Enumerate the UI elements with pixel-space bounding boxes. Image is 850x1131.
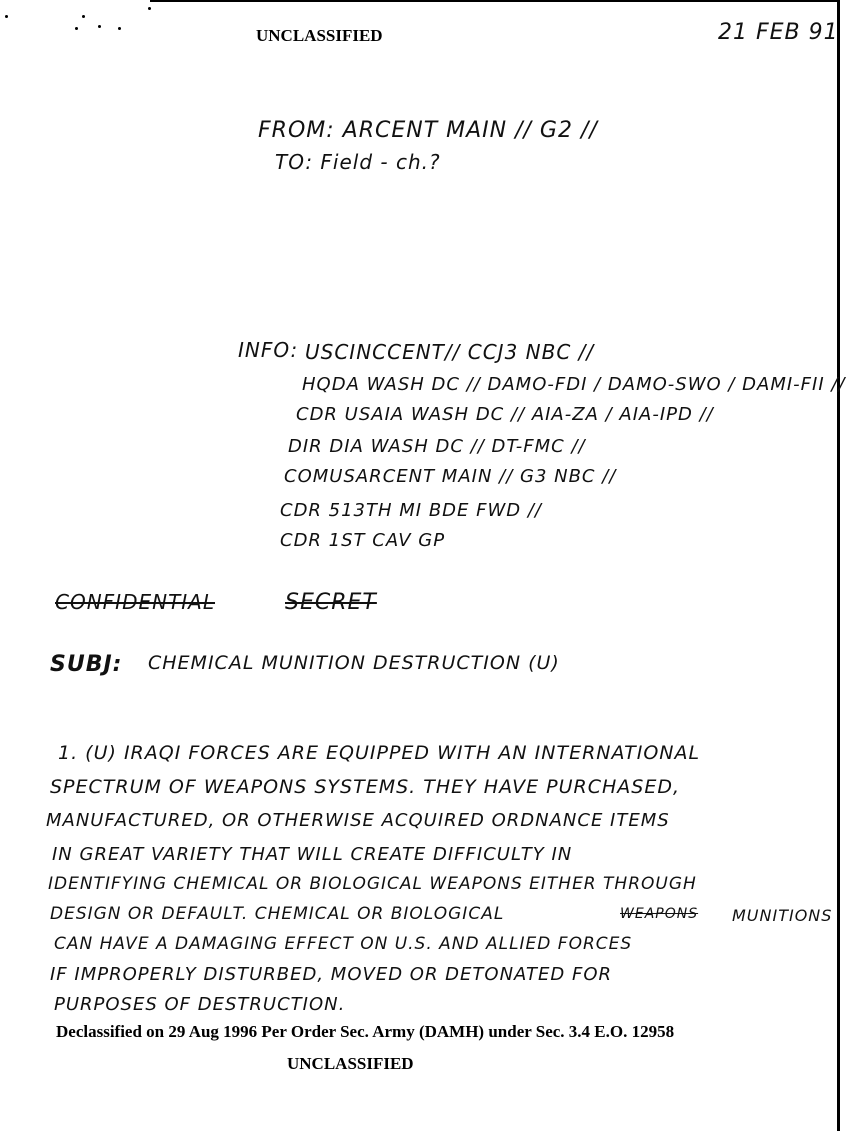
info-line: CDR USAIA WASH DC // AIA-ZA / AIA-IPD // xyxy=(296,404,714,425)
classification-bottom: UNCLASSIFIED xyxy=(287,1054,414,1073)
body-line: MANUFACTURED, OR OTHERWISE ACQUIRED ORDNANCE ITEMS xyxy=(46,810,670,831)
body-line: IF IMPROPERLY DISTURBED, MOVED OR DETONATED FOR xyxy=(50,964,613,985)
info-label: INFO: xyxy=(238,338,299,362)
subject-text: CHEMICAL MUNITION DESTRUCTION (U) xyxy=(148,652,560,674)
subject-label: SUBJ: xyxy=(50,652,123,677)
info-line: HQDA WASH DC // DAMO-FDI / DAMO-SWO / DAMI-FII // xyxy=(302,374,846,395)
body-line: CAN HAVE A DAMAGING EFFECT ON U.S. AND ALLIED FORCES xyxy=(54,934,633,954)
declassification-notice: Declassified on 29 Aug 1996 Per Order Sec. Army (DAMH) under Sec. 3.4 E.O. 12958 xyxy=(56,1022,675,1041)
info-line: COMUSARCENT MAIN // G3 NBC // xyxy=(284,466,617,487)
scan-top-edge xyxy=(150,0,840,2)
classification-secret-struck: SECRET xyxy=(285,590,377,615)
to-line: TO: Field - ch.? xyxy=(275,150,441,174)
classification-confidential-struck: CONFIDENTIAL xyxy=(55,590,216,614)
info-line: DIR DIA WASH DC // DT-FMC // xyxy=(288,436,586,457)
body-line: SPECTRUM OF WEAPONS SYSTEMS. THEY HAVE PURCHASED, xyxy=(50,776,681,798)
body-line-tail: MUNITIONS xyxy=(732,906,833,925)
handwritten-date: 21 FEB 91 xyxy=(718,20,839,45)
scan-specks xyxy=(60,5,160,40)
info-line: CDR 1ST CAV GP xyxy=(280,530,446,551)
body-struck-word: WEAPONS xyxy=(620,906,699,922)
from-line: FROM: ARCENT MAIN // G2 // xyxy=(258,118,598,143)
body-line: DESIGN OR DEFAULT. CHEMICAL OR BIOLOGICAL xyxy=(50,904,505,924)
body-line: PURPOSES OF DESTRUCTION. xyxy=(54,994,346,1015)
body-line: IN GREAT VARIETY THAT WILL CREATE DIFFICULTY IN xyxy=(52,844,573,865)
info-line: CDR 513TH MI BDE FWD // xyxy=(280,500,542,521)
body-line: IDENTIFYING CHEMICAL OR BIOLOGICAL WEAPONS EITHER THROUGH xyxy=(48,874,697,894)
info-line: USCINCCENT// CCJ3 NBC // xyxy=(305,340,595,364)
classification-top: UNCLASSIFIED xyxy=(256,26,383,45)
body-line: 1. (U) IRAQI FORCES ARE EQUIPPED WITH AN INTERNATIONAL xyxy=(58,742,701,764)
scan-right-edge xyxy=(837,0,840,1131)
